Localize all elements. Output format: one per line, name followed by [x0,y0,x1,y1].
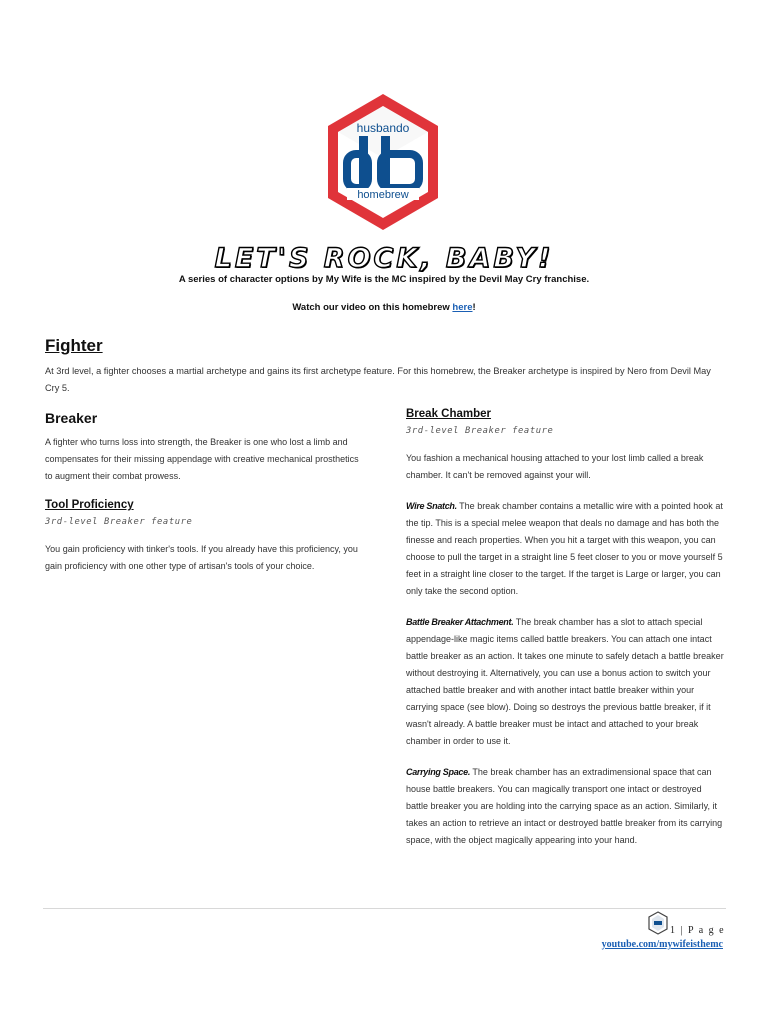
video-line [0,302,768,313]
battle-breaker-text: The break chamber has a slot to attach special appendage-like magic items called battle breakers. You can attach one intact battle breaker as an action. It takes one minute to safely detach a battle breaker without destroying it. Alternatively, you can use a bonus action to switch your attached battle breaker and with another intact battle breaker within your carrying space (see blow). Doing so destroys the previous battle breaker, if it wasn't already. A battle breaker must be intact and attached to your break chamber in order to use it. [406,617,724,746]
tool-proficiency-level: 3rd-level Breaker feature [45,517,193,527]
footer-badge-icon [648,911,668,935]
page-number-value: 1 [670,925,677,936]
breaker-heading: Breaker [45,410,98,426]
video-prefix: Watch our video on this homebrew [292,302,453,313]
break-chamber-heading: Break Chamber [406,408,492,420]
breaker-description: A fighter who turns loss into strength, the Breaker is one who lost a limb and compensates for their missing appendage with creative mechanical prosthetics to augment their combat prowess. [45,437,359,481]
carrying-space-paragraph [406,764,726,849]
page-number [670,925,725,936]
footer-divider [43,908,726,909]
wire-snatch-text: The break chamber contains a metallic wire with a pointed hook at the tip. This is a special melee weapon that deals no damage and has both the finesse and reach properties. When you hit a target with this weapon, you can choose to pull the target in a straight line 5 feet closer to you or move yourself 5 feet in a straight line closer to the target. If the target is Large or larger, you can only take the second option. [406,501,723,596]
right-column [406,408,726,863]
page-number-label: | P a g e [676,925,726,936]
svg-text:homebrew: homebrew [357,189,409,201]
wire-snatch-paragraph [406,498,726,600]
section-intro: At 3rd level, a fighter chooses a martial archetype and gains its first archetype feature. For this homebrew, the Breaker archetype is inspired by Nero from Devil May Cry 5. [45,366,711,393]
youtube-link[interactable]: youtube.com/mywifeisthemc [601,939,723,950]
carrying-space-text: The break chamber has an extradimensional space that can house battle breakers. You can magically transport one intact or destroyed battle breaker you are holding into the carrying space as an action. Similarly, it takes an action to retrieve an intact or destroyed battle breaker from its carrying space, with the object magically appearing into your hand. [406,767,723,845]
section-title: Fighter [45,336,103,355]
wire-snatch-title: Wire Snatch. [406,501,457,511]
battle-breaker-title: Battle Breaker Attachment. [406,617,514,627]
svg-text:husbando: husbando [356,121,410,135]
document-title: LET'S ROCK, BABY! [214,243,554,274]
break-chamber-level: 3rd-level Breaker feature [406,426,554,436]
break-chamber-intro: You fashion a mechanical housing attached to your lost limb called a break chamber. It can't be removed against your will. [406,453,704,480]
video-suffix: ! [472,302,476,313]
battle-breaker-paragraph [406,614,726,750]
left-column [45,410,365,589]
husbando-homebrew-logo [325,92,441,232]
carrying-space-title: Carrying Space. [406,767,471,777]
tool-proficiency-heading: Tool Proficiency [45,499,134,511]
document-subtitle: A series of character options by My Wife is the MC inspired by the Devil May Cry franchise. [178,274,590,285]
tool-proficiency-text: You gain proficiency with tinker's tools. If you already have this proficiency, you gain proficiency with one other type of artisan's tools of your choice. [45,544,358,571]
video-link[interactable]: here [452,302,473,313]
